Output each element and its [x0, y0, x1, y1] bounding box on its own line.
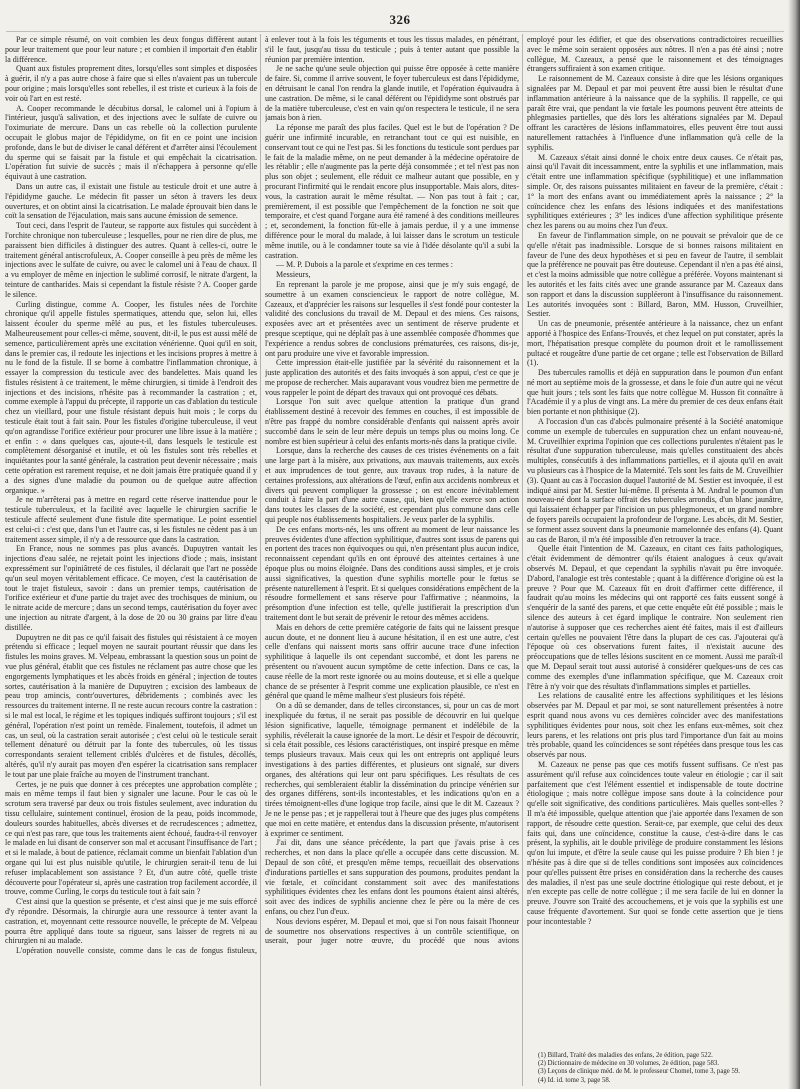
paragraph-continuation: employé pour les édifier, et que des observations contradictoires recueillies avec le même soin seraient opposées aux nôtres. Il n'en a pas été ainsi ; notre collègue, M. Cazeaux, a pensé que le raisonnement et des témoignages étrangers suffiraient à son examen critique.: [527, 35, 783, 74]
paragraph: Par ce simple résumé, on voit combien les deux fongus diffèrent autant pour leur traitement que pour leur nature ; et combien il importait d'en établir la différence.: [5, 35, 257, 64]
paragraph: Tout ceci, dans l'esprit de l'auteur, se rapporte aux fistules qui succèdent à l'orchite chronique non tuberculeuse ; lesquelles, pour ne rien dire de plus, me paraissent bien difficiles à distinguer des autres. Quant à celles-ci, outre le traitement général antiscrofuleux, A. Cooper conseille à peu près de même les injections avec le sulfate de cuivre, ou avec le calomel uni à l'eau de chaux. Il a vu employer de même en injection le sublimé corrosif, le nitrate d'argent, la teinture de cantharides. Mais si cependant la fistule résiste ? A. Cooper garde le silence.: [5, 221, 257, 299]
speaker-intro: — M. P. Dubois a la parole et s'exprime en ces termes :: [276, 260, 453, 270]
paragraph: Dupuytren ne dit pas ce qu'il faisait des fistules qui résistaient à ce moyen prétendu si efficace ; lequel moyen ne saurait pourtant réussir que dans les fistules les moins graves. M. Velpeau, embrassant la question sous un point de vue plus général, établit que ces fistules ne réclament pas autre chose que les engorgements lymphatiques et les abcès froids en général ; injection de toutes sortes, cautérisation à la manière de Dupuytren ; excision des lambeaux de peau trop amincis, contr'ouvertures, débridements ; combinés avec les ressources du traitement interne. Il ne reste aucun recours contre la castration : si le mal est local, le régime et les topiques indiqués suffiront toujours ; s'il est général, l'opération n'est point un remède. Finalement, toutefois, il admet un cas, un seul, où la castration serait autorisée ; c'est celui où le testicule serait tellement dénaturé ou détruit par la fonte des tubercules, où les tissus correspondants seraient tellement criblés d'ulcères et de fistules, décollés, altérés, qu'il n'y aurait pas moyen d'en espérer la cicatrisation sans remplacer le tout par une plaie fraîche au moyen de l'instrument tranchant.: [5, 632, 257, 779]
paragraph: Lorsque, dans la recherche des causes de ces tristes événements on a fait une large part à la misère, aux privations, aux mauvais traitements, aux excès et aux imprudences de tout genre, aux travaux trop rudes, à la nature de certaines professions, aux altérations de l'œuf, enfin aux accidents nombreux et divers qui peuvent compliquer la grossesse ; on est encore inévitablement conduit à faire la part d'une autre cause, qui, bien qu'elle exerce son action dans toutes les classes de la société, est cependant plus commune dans celle qui peuple nos établissements hospitaliers. Je veux parler de la syphilis.: [265, 446, 519, 525]
paragraph: Des tubercules ramollis et déjà en suppuration dans le poumon d'un enfant né mort au septième mois de la grossesse, et dans le foie d'un autre qui ne vécut que huit jours ; tels sont les faits que notre collègue M. Husson fit connaître à l'Académie il y a plus de vingt ans. La mère du premier de ces deux enfans était bien portante et non phthisique (2).: [527, 368, 783, 417]
paragraph: Curling distingue, comme A. Cooper, les fistules nées de l'orchite chronique qu'il appelle fistules spermatiques, attendu que, selon lui, elles laissent écouler du sperme mêlé au pus, et les fistules tuberculeuses. Malheureusement pour celles-ci même, souvent, dit-il, le pus est aussi mêlé de semence, particulièrement après une excitation vénérienne. Quoi qu'il en soit, dans le premier cas, il redoute les injections et les incisions propres à mettre à nu le fond de la fistule. Il se borne à combattre l'inflammation chronique, à essayer la compression du testicule avec des bandelettes. Mais quand les fistules résistent à ce traitement, le même chirurgien, si timide à l'endroit des injections et des incisions, n'hésite pas à recommander la castration ; et, comme exemple à l'appui du précepte, il rapporte un cas d'ablation du testicule chez un vieillard, pour une fistule résistant depuis huit mois ; le corps du testicule était tout à fait sain. Pour les fistules d'origine tuberculeuse, il veut qu'on agrandisse l'orifice extérieur pour procurer une libre issue à la matière ; et enfin : « dans quelques cas, ajoute-t-il, dans lesquels le testicule est complètement désorganisé et inutile, et où les fistules sont très rebelles et inquiétantes pour la santé générale, la castration peut devenir nécessaire ; mais cette opération est rarement requise, et ne doit jamais être pratiquée quand il y a des signes d'une maladie du poumon ou de quelque autre affection organique. »: [5, 299, 257, 495]
paragraph: C'est ainsi que la question se présente, et c'est ainsi que je me suis efforcé d'y répondre. Désormais, la chirurgie aura une ressource à tenter avant la castration, et, moyennant cette ressource nouvelle, le précepte de M. Velpeau pourra être appliqué dans toute sa rigueur, sans laisser de regrets ni au chirurgien ni au malade.: [5, 897, 257, 946]
paragraph: Certes, je ne puis que donner à ces préceptes une approbation complète ; mais en même temps il faut bien y signaler une lacune. Pour le cas où le scrotum sera traversé par deux ou trois fistules seulement, avec induration du tissu cellulaire, suintement continuel, érosion de la peau, poids incommode, douleurs sourdes habituelles, abcès diverses et de recrudescences ; admettez, ce qui n'est pas rare, que tous les traitements aient échoué, faudra-t-il renvoyer le malade en lui disant de conserver son mal et accusant l'insuffisance de l'art ; et si le malade, à bout de patience, réclamait comme un bienfait l'ablation d'un organe qui lui est plus nuisible qu'utile, le chirurgien serait-il tenu de lui refuser implacablement son assistance ? Et, d'un autre côté, quelle triste découverte pour l'opérateur si, après une castration trop facilement accordée, il trouve, comme Curling, le corps du testicule tout à fait sain ?: [5, 779, 257, 897]
paragraph-continued: L'opération nouvelle consiste, comme dans le cas de fongus fistuleux,: [16, 946, 257, 956]
column-left-text: [5, 35, 257, 956]
footnotes: [527, 1049, 783, 1085]
paragraph: Cette impression était-elle justifiée par la sévérité du raisonnement et la juste application des autorités et des faits invoqués à son appui, c'est ce que je me propose de rechercher. Mais auparavant vous voudrez bien me permettre de vous rappeler le point de départ des travaux qui ont provoqué ces débats.: [265, 358, 519, 397]
paragraph: Quant aux fistules proprement dites, lorsqu'elles sont simples et disposées à guérir, il n'y a pas autre chose à faire que si elles n'avaient pas un tubercule pour origine ; mais lorsqu'elles sont rebelles, il est triste et curieux à la fois de voir où l'art en est resté.: [5, 64, 257, 103]
paragraph: Lorsque l'on suit avec quelque attention la pratique d'un grand établissement destiné à recevoir des femmes en couches, il est impossible de n'être pas frappé du nombre considérable d'enfants qui naissent après avoir succombé dans le sein de leur mère depuis un temps plus ou moins long. Ce nombre est bien supérieur à celui des enfants morts-nés dans la pratique civile.: [265, 397, 519, 446]
paragraph: En reprenant la parole je me propose, ainsi que je m'y suis engagé, de soumettre à un examen consciencieux le rapport de notre collègue, M. Cazeaux, et d'apprécier les raisons sur lesquelles il s'est fondé pour contester la validité des conclusions du travail de M. Depaul et des miens. Ces raisons, exposées avec art et présentées avec un sentiment de réserve prudente et presque sceptique, qui ne déplaît pas à une assemblée composée d'hommes que l'expérience a rendus sobres de conclusions prématurées, ces raisons, dis-je, ont paru produire une vive et favorable impression.: [265, 279, 519, 358]
paragraph: M. Cazeaux ne pense pas que ces motifs fussent suffisans. Ce n'est pas assurément qu'il refuse aux coïncidences toute valeur en étiologie ; car il sait parfaitement que c'est l'élément essentiel et indispensable de toute doctrine étiologique ; mais notre collègue impose sans doute à la coïncidence pour qu'elle soit significative, des conditions particulières. Mais quelles sont-elles ? Il m'a été impossible, quelque attention que j'aie apportée dans l'examen de son rapport, de résoudre cette question. Serait-ce, par exemple, que celui des deux faits qui, dans une coïncidence, constitue la cause, c'est-à-dire dans le cas présent, la syphilis, ait le double privilège de produire constamment les lésions qu'on lui impute, et d'être la seule cause qui les puisse produire ? Eh bien ! je n'hésite pas à dire que si de telles conditions sont imposées aux coïncidences pour qu'elles puissent être prises en considération dans la recherche des causes des maladies, il n'est pas une seule doctrine étiologique qui reste debout, et je n'en excepte pas celle de notre collègue ; il me sera facile de lui en donner la preuve. J'ouvre son Traité des accouchemens, et je vois que la syphilis est une cause fréquente d'avortement. Sur quoi se fonde cette assertion que je tiens pour incontestable ?: [527, 759, 783, 926]
paragraph: A. Cooper recommande le décubitus dorsal, le calomel uni à l'opium à l'intérieur, jusqu'à salivation, et des injections avec le sulfate de cuivre ou l'oximuriate de mercure. Dans un cas rebelle où la collection purulente occupait le globus major de l'épididyme, on fit en ce point une incision profonde, dans le but de diviser le canal déférent et d'arrêter ainsi l'écoulement du sperme qui se faisait par la fistule et qui empêchait la cicatrisation. L'opération fut suivie de succès ; mais il n'échappera à personne qu'elle équivaut à une castration.: [5, 103, 257, 182]
paragraph: M. Cazeaux s'était ainsi donné le choix entre deux causes. Ce n'était pas, ainsi qu'il l'avait dit incessamment, entre la syphilis et une inflammation, mais c'était entre une inflammation spécifique (syphilitique) et une inflammation simple. Or, des raisons puissantes militaient en faveur de la première, c'était : 1° la mort des enfans avant ou immédiatement après la naissance ; 2° la coïncidence chez les enfans des lésions indiquées et des manifestations syphilitiques extérieures ; 3° les indices d'une affection syphilitique présente chez les parens ou au moins chez l'un d'eux.: [527, 152, 783, 231]
paragraph-continuation: à enlever tout à la fois les téguments et tous les tissus malades, en pénétrant, s'il le faut, jusqu'au tissu du testicule ; puis à tenter autant que possible la réunion par première intention.: [265, 35, 519, 64]
footnote: (4) Id. id. tome 3, page 58.: [538, 1076, 611, 1084]
column-divider-2: [522, 34, 523, 1086]
paragraph: Les relations de causalité entre les affections syphilitiques et les lésions observées par M. Depaul et par moi, se sont naturellement présentées à notre esprit quand nous avons vu ces dernières coïncider avec des manifestations syphilitiques évidentes pour nous, soit chez les enfans eux-mêmes, soit chez leurs parens, et les relations ont pris plus tard l'importance d'un fait au moins très probable, quand les coïncidences se sont répétées dans presque tous les cas observés par nous.: [527, 691, 783, 760]
paragraph: Quelle était l'intention de M. Cazeaux, en citant ces faits pathologiques, c'était évidemment de démontrer qu'ils étaient analogues à ceux qu'avait observés M. Depaul, et que cependant la syphilis n'avait pu être invoquée. D'abord, l'analogie est très contestable ; quant à la différence d'origine où est la preuve ? Pour que M. Cazeaux fût en droit d'affirmer cette différence, il faudrait qu'au moins les médecins qui ont rapporté ces faits eussent songé à s'enquérir de la santé des parens, et que cette enquête eût été possible ; mais le silence des auteurs à cet égard implique le contraire. Non seulement rien n'autorise à supposer que ces recherches aient été faites, mais il est d'ailleurs certain qu'elles ne pouvaient l'être dans la plupart de ces cas. J'ajouterai qu'à l'époque où ces observations furent faites, il n'existait aucune des préoccupations que de telles lésions suscitent en ce moment. Aussi me paraît-il que M. Depaul serait tout aussi autorisé à considérer quelques-uns de ces cas comme des exemples d'une inflammation spécifique, que M. Cazeaux croit l'être à n'y voir que des résultats d'inflammations simples et partielles.: [527, 544, 783, 691]
paragraph: En faveur de l'inflammation simple, on ne pouvait se prévaloir que de ce qu'elle n'était pas inadmissible. Lorsque de si bonnes raisons militaient en faveur de l'une des deux hypothèses et si peu en faveur de l'autre, il semblait que la préférence ne pouvait pas être douteuse. Cependant il n'en a pas été ainsi, et c'est la moins admissible que notre collègue a préférée. Voyons maintenant si les autorités et les faits cités avec une grande assurance par M. Cazeaux dans son rapport et dans la discussion suppléeront à l'insuffisance du raisonnement. Les autorités invoquées sont : Billard, Baron, MM. Husson, Cruveilhier, Sestier.: [527, 230, 783, 319]
footnote: (3) Leçons de clinique méd. de M. le professeur Chomel, tome 3, page 59.: [538, 1068, 740, 1076]
column-middle: [265, 35, 519, 1085]
column-middle-text: [265, 35, 519, 946]
paragraph: De ces enfans morts-nés, les uns offrent au moment de leur naissance les preuves évidentes d'une affection syphilitique, d'autres sont issus de parens qui en portent des traces non équivoques ou qui, n'en présentant plus aucun indice, reconnaissent cependant qu'ils en ont éprouvé des atteintes certaines à une époque plus ou moins éloignée. Dans des conditions aussi simples, et je crois aussi significatives, la question d'une syphilis mortelle pour le fœtus se présente naturellement à l'esprit. Et si quelques considérations empêchent de la résoudre formellement et sans réserve pour l'affirmative ; néanmoins, la présomption d'une infection est telle, qu'elle justifierait la prescription d'un traitement dont le but serait de prévenir le retour des mêmes accidens.: [265, 524, 519, 623]
paragraph: J'ai dit, dans une séance précédente, la part que j'avais prise à ces recherches, et non dans la place qu'elle a occupée dans cette discussion. M. Depaul de son côté, et presqu'en même temps, recueillait des observations d'indurations partielles et sans suppuration des poumons, produites pendant la vie fœtale, et coïncidant constamment soit avec des manifestations syphilitiques évidentes chez les enfans dont les poumons étaient ainsi altérés, soit avec des indices de syphilis ancienne chez le père ou la mère de ces enfans, ou chez l'un d'eux.: [265, 838, 519, 916]
footnote: (2) Dictionnaire de médecine en 30 volumes, 2e édition, page 583.: [538, 1060, 720, 1068]
paragraph: A l'occasion d'un cas d'abcès pulmonaire présenté à la Société anatomique comme un exemple de tubercules en suppuration chez un enfant nouveau-né, M. Cruveilhier exprima l'opinion que ces collections purulentes n'étaient pas le résultat d'une suppuration tuberculeuse, mais qu'elles constituaient des abcès multiples, consécutifs à des inflammations partielles, et il ajouta qu'il en avait vu plusieurs cas à l'hospice de la Maternité. Tels sont les faits de M. Cruveilhier (3). Quant au cas à l'occasion duquel l'autorité de M. Sestier est invoquée, il est indiqué ainsi par M. Sestier lui-même. Il présenta à M. Andral le poumon d'un nouveau-né dont la surface offrait des tubercules arrondis, d'un blanc jaunâtre, qui laissaient échapper par l'incision un pus phlegmoneux, et un grand nombre de foyers pareils occupaient la profondeur de l'organe. Les abcès, dit M. Sestier, se forment assez souvent dans la pneumonie mamelonnée des enfans (4). Quant au cas de Baron, il m'a été impossible d'en retrouver la trace.: [527, 417, 783, 544]
paragraph: La réponse me paraît des plus faciles. Quel est le but de l'opération ? De guérir une infirmité incurable, en retranchant tout ce qui est nuisible, en conservant tout ce qui ne l'est pas. Si les fonctions du testicule sont perdues par le fait de la maladie même, on ne peut demander à la médecine opératoire de les rétablir ; elle n'augmente pas la perte déjà consommée ; et tel n'est pas non plus son objet ; seulement, elle réduit ce malheur autant que possible, en y procurant l'infirmité qui le rendait encore plus insupportable. Mais alors, dites-vous, la castration aurait le même résultat. — Non pas tout à fait ; car, premièrement, il est possible que l'empêchement de la fonction ne soit que temporaire, et c'est quand l'organe aura été ramené à des conditions meilleures ; et, secondement, la fonction fût-elle à jamais perdue, il y a une immense différence pour le moral du malade, à lui laisser dans le scrotum un testicule même inutile, ou à le condamner toute sa vie à l'idée désolante qu'il a subi la castration.: [265, 123, 519, 260]
column-divider-1: [260, 34, 261, 1086]
paragraph: Un cas de pneumonie, présentée antérieure à la naissance, chez un enfant apporté à l'hospice des Enfans-Trouvés, et chez lequel on put constater, après la mort, l'hépatisation presque complète du poumon droit et le ramollissement pultacé et rougeâtre d'une partie de cet organe ; telle est l'observation de Billard (1).: [527, 319, 783, 368]
paragraph: Dans un autre cas, il existait une fistule au testicule droit et une autre à l'épididyme gauche. Le médecin fit passer un séton à travers les deux ouvertures, et on obtint ainsi la cicatrisation. Le malade éprouvait bien dans le coït la sensation de l'éjaculation, mais sans aucune émission de semence.: [5, 181, 257, 221]
salutation: Messieurs,: [276, 270, 311, 280]
paragraph-continued: Nous devions espérer, M. Depaul et moi, que si l'on nous faisait l'honneur de soumettre nos observations respectives à un contrôle scientifique, on userait, pour juger notre œuvre, du procédé que nous avions: [265, 916, 519, 946]
footnote: (1) Billard, Traité des maladies des enfans, 2e édition, page 522.: [538, 1051, 713, 1059]
paragraph: Je ne sache qu'une seule objection qui puisse être opposée à cette manière de faire. Si, comme il arrive souvent, le foyer tuberculeux est dans l'épididyme, en détruisant le canal l'on rendra la glande inutile, et l'opération équivaudra à une castration. De même, si le canal déférent ou l'épididyme sont obstrués par de la matière tuberculeuse, c'est en vain qu'on respectera le testicule, il ne sera jamais bon à rien.: [265, 64, 519, 123]
scan-edge-shadow: [788, 0, 800, 1089]
paragraph: En France, nous ne sommes pas plus avancés. Dupuytren vantait les injections d'eau salée, ne rejetait point les injections d'iode ; mais, insistant expressément sur l'opiniâtreté de ces fistules, il déclarait que l'art ne possède qu'un seul moyen véritablement efficace. Ce moyen, c'est la cautérisation de tout le trajet fistuleux, savoir : dans un premier temps, cautérisation de l'orifice extérieur et d'une partie du trajet avec des trochisques de minium, ou le nitrate acide de mercure ; dans un second temps, cautérisation du foyer avec une injection au nitrate d'argent, à la dose de 20 ou 30 grains par litre d'eau distillée.: [5, 544, 257, 632]
column-right: [527, 35, 783, 1085]
column-right-text: [527, 35, 783, 927]
paragraph: Je ne m'arrêterai pas à mettre en regard cette réserve inattendue pour le testicule tuberculeux, et la facilité avec laquelle le chirurgien sacrifie le testicule affecté seulement d'une fistule dite spermatique. Le point essentiel est celui-ci : c'est que, dans l'un et l'autre cas, si les fistules ne cèdent pas à un traitement assez simple, il n'y a de ressource que dans la castration.: [5, 495, 257, 544]
column-left: [5, 35, 257, 1085]
paragraph: Mais en dehors de cette première catégorie de faits qui ne laissent presque aucun doute, et ne donnent lieu à aucune hésitation, il en est une autre, c'est celle d'enfans qui naissent morts sans offrir aucune trace d'une infection syphilitique à laquelle ils ont cependant succombé, et dont les parens ne présentent ou n'avouent aucun symptôme de cette infection. Dans ce cas, la cause réelle de la mort reste ignorée ou au moins douteuse, et si elle a quelque chance de se présenter à l'esprit comme une explication plausible, ce n'est en général que quand le même malheur s'est plusieurs fois répété.: [265, 622, 519, 701]
paragraph: On a dû se demander, dans de telles circonstances, si, pour un cas de mort inexpliquée du fœtus, il ne serait pas possible de découvrir en lui quelque lésion significative, laquelle, témoignage permanent et indélébile de la syphilis, révélerait la cause ignorée de la mort. Le désir et l'espoir de découvrir, si cela était possible, ces lésions caractéristiques, ont inspiré presque en même temps plusieurs travaux. Mais ceux qui les ont entrepris ont appliqué leurs investigations à des parties différentes, et plusieurs ont signalé, sur divers organes, des altérations qui leur ont paru spécifiques. Les résultats de ces recherches, qui sembleraient établir la dissémination du principe vénérien sur des organes différens, sont-ils incontestables, et les indications qu'on en a tirées témoignent-elles d'une logique trop facile, ainsi que le dit M. Cazeaux ? Je ne le pense pas ; et je rappellerai tout à l'heure que des juges plus compétens que moi en cette matière, et entendus dans la discussion présente, m'autorisent à exprimer ce sentiment.: [265, 701, 519, 838]
paragraph: Le raisonnement de M. Cazeaux consiste à dire que les lésions organiques signalées par M. Depaul et par moi peuvent être aussi bien le résultat d'une inflammation antérieure à la naissance que de la syphilis. Il rappelle, ce qui paraît être vrai, que pendant la vie fœtale les poumons peuvent être atteints de phlegmasies partielles, que dès lors les altérations signalées par M. Depaul offrant les caractères de lésions inflammatoires, elles peuvent être tout aussi naturellement rattachées à l'influence d'une inflammation qu'à celle de la syphilis.: [527, 74, 783, 152]
page-number: 326: [389, 12, 411, 27]
header-rule: [6, 31, 784, 32]
